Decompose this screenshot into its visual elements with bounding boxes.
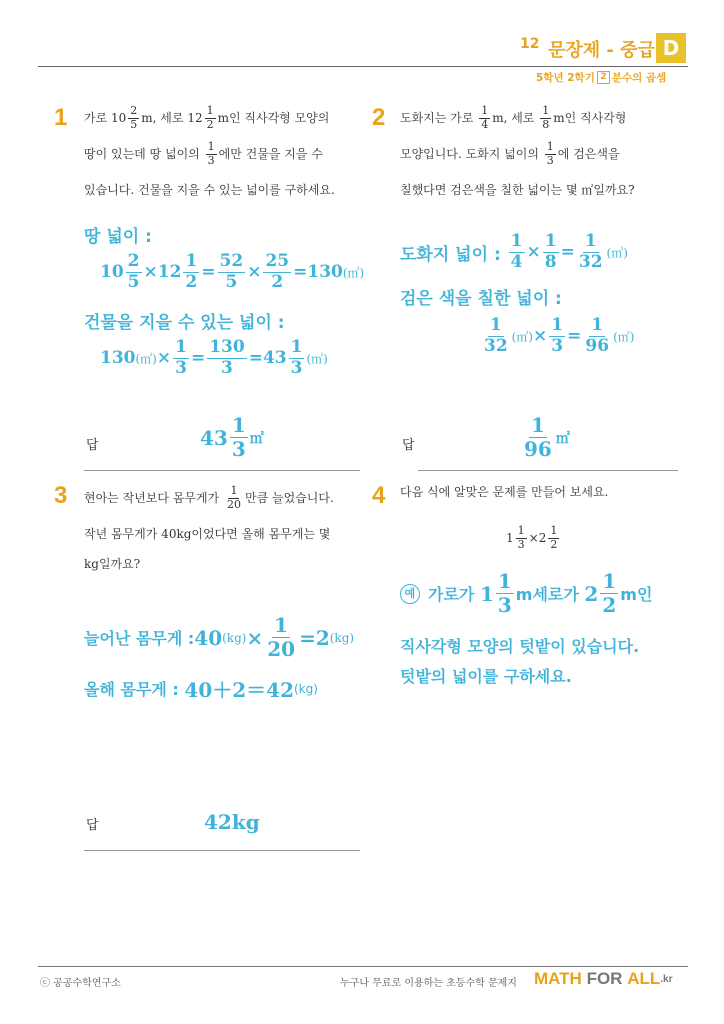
p1-solution-label-2: 건물을 지을 수 있는 넓이 :: [84, 313, 285, 333]
p3-solution-line-1: 늘어난 몸무게 : 40 (kg) × $\frac{1}{20}$ = 2 (kg): [84, 613, 355, 661]
answer-line: [84, 470, 360, 471]
answer-line: [84, 850, 360, 851]
page-number: 12: [520, 36, 540, 52]
unit-number-badge: 2: [597, 71, 610, 84]
problem-1-number: 1: [54, 104, 68, 131]
problem-2-number: 2: [372, 104, 386, 131]
level-badge: D: [656, 33, 686, 63]
p1-solution-eq-2: 130 (㎡) × $\frac{1}{3}$ = $\frac{130}{3}$ = 43 $\frac{1}{3}$ (㎡): [100, 337, 328, 378]
header-rule: [38, 66, 688, 67]
p2-solution-eq-2: $\frac{1}{32}$ (㎡) × $\frac{1}{3}$ = $\frac{1}{96}$ (㎡): [484, 315, 635, 356]
p4-expression: 1 $\frac{1}{3}$ × 2 $\frac{1}{2}$: [506, 523, 558, 551]
p1-solution-label-1: 땅 넓이 :: [84, 227, 152, 247]
fraction: $\frac{1}{2}$: [206, 103, 214, 131]
p2-solution-label-2: 검은 색을 칠한 넓이 :: [400, 289, 562, 309]
problem-3-text: 현아는 작년보다 몸무게가 $\frac{1}{20}$ 만큼 늘었습니다. 작년 몸무게가 40kg이었다면 올해 몸무게는 몇 kg일까요?: [84, 483, 334, 571]
p3-answer: 42kg: [204, 810, 260, 834]
fraction: $\frac{1}{3}$: [207, 139, 215, 167]
p2-solution-line-1: 도화지 넓이 : $\frac{1}{4}$ × $\frac{1}{8}$ = $\frac{1}{32}$ (㎡): [400, 231, 628, 272]
p1-answer: 43 $\frac{1}{3}$ ㎡: [200, 413, 264, 461]
copyright: ⓒ 공공수학연구소: [40, 978, 121, 989]
p3-solution-line-2: 올해 몸무게 : 40＋2＝42 (kg): [84, 678, 318, 702]
answer-line: [418, 470, 678, 471]
brand-logo: MATH FOR ALL .kr: [534, 969, 673, 988]
problem-2-text: 도화지는 가로 $\frac{1}{4}$ m, 세로 $\frac{1}{8}$ m인 직사각형 모양입니다. 도화지 넓이의 $\frac{1}{3}$ 에 검은색을 칠했다면 검은색을 칠한 넓이는 몇 ㎡일까요?: [400, 103, 635, 197]
unit-label: 분수의 곱셈: [611, 72, 667, 84]
problem-1-text: 가로 10 $\frac{2}{5}$ m, 세로 12 $\frac{1}{2}$ m인 직사각형 모양의 땅이 있는데 땅 넓이의 $\frac{1}{3}$ 에만 건물을 지을 수 있습니다. 건물을 지을 수 있는 넓이를 구하세요.: [84, 103, 335, 197]
p4-example-line-3: 텃밭의 넓이를 구하세요.: [400, 667, 572, 686]
p4-example-line-1: 예 가로가 1 $\frac{1}{3}$ m세로가 2 $\frac{1}{2}$ m인: [400, 570, 652, 617]
problem-3-number: 3: [54, 482, 68, 509]
problem-4-number: 4: [372, 482, 386, 509]
worksheet-title: 문장제 - 중급: [548, 40, 655, 61]
example-mark: 예: [400, 584, 420, 604]
footer-rule: [38, 966, 688, 967]
problem-4-text: 다음 식에 알맞은 문제를 만들어 보세요.: [400, 485, 609, 499]
answer-label: 답: [402, 438, 415, 453]
fraction: $\frac{2}{5}$: [130, 103, 138, 131]
p2-answer: $\frac{1}{96}$ ㎡: [524, 413, 570, 461]
answer-label: 답: [86, 438, 99, 453]
footer-tagline: 누구나 무료로 이용하는 초등수학 문제지: [340, 978, 517, 989]
p1-solution-eq-1: 10 $\frac{2}{5}$ × 12 $\frac{1}{2}$ = $\frac{52}{5}$ × $\frac{25}{2}$ = 130 (㎡): [100, 251, 365, 292]
answer-label: 답: [86, 818, 99, 833]
p4-example-line-2: 직사각형 모양의 텃밭이 있습니다.: [400, 637, 640, 656]
grade-label: 5학년 2학기: [536, 72, 595, 84]
unit-subtitle: [536, 70, 666, 85]
